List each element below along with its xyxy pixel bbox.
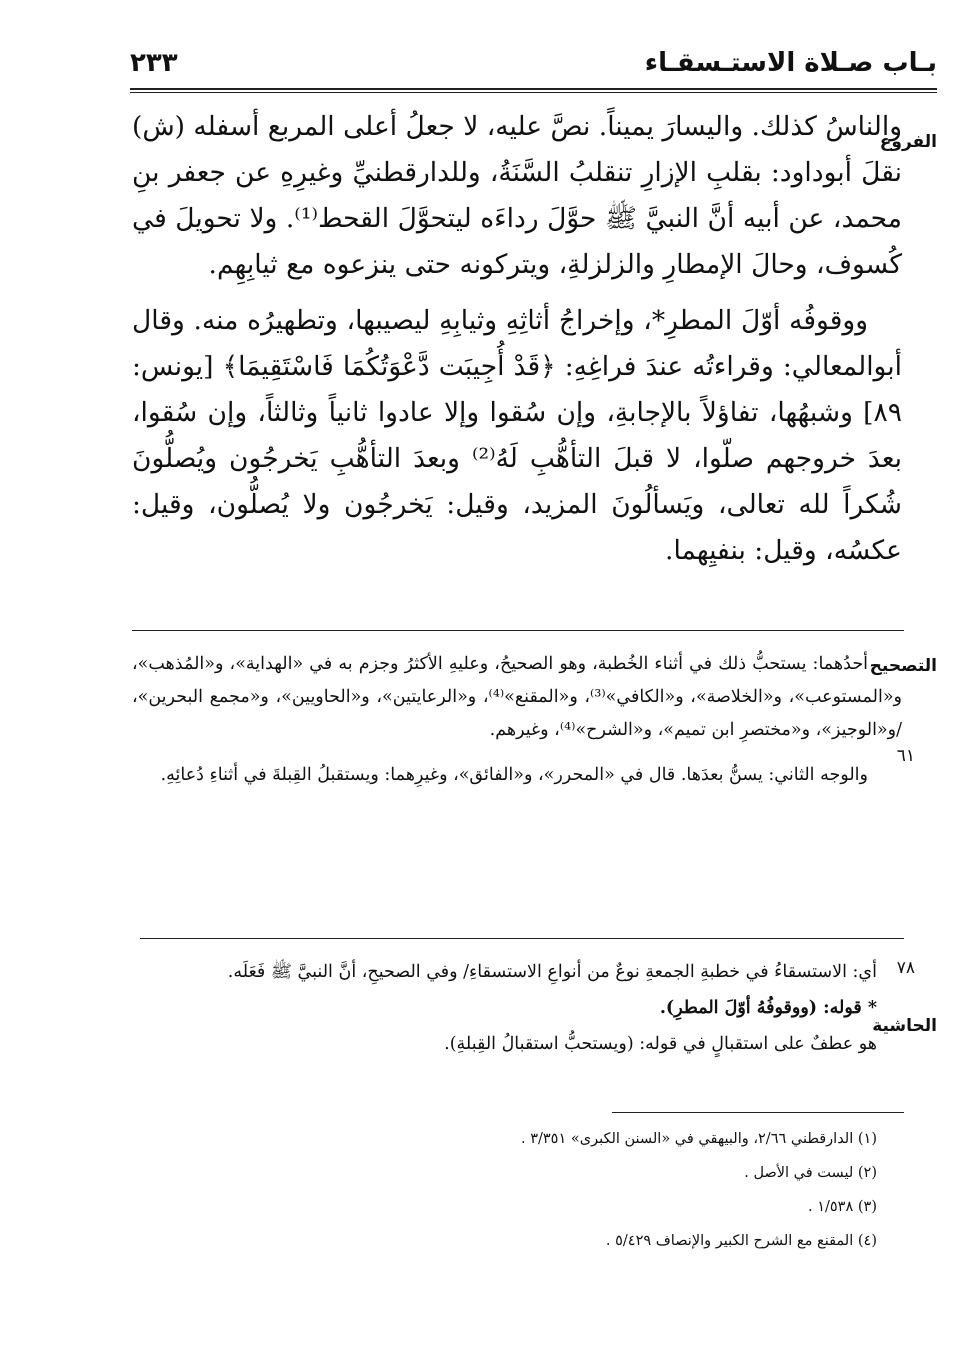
footnote-4: (٤) المقنع مع الشرح الكبير والإنصاف ٥/٤٢٩ . — [605, 1233, 877, 1249]
main-paragraph-2: ووقوفُه أوّلَ المطرِ*، وإخراجُ أثاثِهِ وثيابِهِ ليصيبها، وتطهيرُه منه. وقال أبوالمعالي: وقراءتُه عندَ فراغِهِ: ﴿قَدْ أُجِيبَت دَّعْوَتُكُمَا فَاسْتَقِيمَا﴾ [يونس: ٨٩] وشبهُها، تفاؤلاً بالإجابةِ، وإن سُقوا وإلا عادوا ثانياً وثالثاً، وإن سُقوا، بعدَ خروجهم صلّوا، لا قبلَ التأهُّبِ لَهُ⁽²⁾ وبعدَ التأهُّبِ يَخرجُون ويُصلُّونَ شُكراً لله تعالى، ويَسألُونَ المزيد، وقيل: يَخرجُون ولا يُصلُّون، وقيل: عكسُه، وقيل: بنفيِهما. — [132, 305, 902, 566]
footnote-2: (٢) ليست في الأصل . — [744, 1165, 877, 1181]
page-number: ٢٣٣ — [130, 48, 178, 78]
label-tashih: التصحيح — [869, 656, 937, 676]
main-text — [132, 104, 902, 584]
margin-marker-61: ٦١ — [896, 746, 915, 766]
hashiya-line-3: هو عطفٌ على استقبالٍ في قوله: (ويستحبُّ استقبالُ القِبلةِ). — [444, 1034, 877, 1054]
tashih-paragraph-2: والوجه الثاني: يسنُّ بعدَها. قال في «المحرر»، و«الفائق»، وغيرِهما: ويستقبلُ القِبلةَ في أثناءِ دُعائِهِ. — [160, 765, 868, 785]
margin-marker-78: ٧٨ — [896, 958, 915, 978]
footnote-rule — [612, 1112, 904, 1113]
footnote-3: (٣) ١/٥٣٨ . — [807, 1199, 877, 1215]
label-hashiya: الحاشية — [872, 1016, 937, 1036]
hashiya-text — [132, 954, 877, 1062]
header-rule — [130, 88, 937, 90]
footnote-1: (١) الدارقطني ٢/٦٦، والبيهقي في «السنن الكبرى» ٣/٣٥١ . — [520, 1131, 877, 1147]
hashiya-line-1: أي: الاستسقاءُ في خطبةِ الجمعةِ نوعٌ من أنواعِ الاستسقاءِ/ وفي الصحيحِ، أنَّ النبيَّ ﷺ فَعَلَه. — [227, 962, 877, 982]
hashiya-heading: * قوله: (ووقوفُهُ أوّلَ المطرِ). — [659, 998, 877, 1018]
tashih-text — [132, 648, 902, 804]
section-divider-1 — [132, 630, 904, 631]
chapter-title: بـاب صـلاة الاستـسقـاء — [644, 48, 937, 78]
page-header — [130, 40, 937, 86]
footnotes — [132, 1122, 877, 1258]
label-furu: الفروع — [879, 132, 937, 152]
section-divider-2 — [140, 938, 904, 939]
tashih-paragraph-1: أحدُهما: يستحبُّ ذلك في أثناء الخُطبة، وهو الصحيحُ، وعليهِ الأكثرُ وجزم به في «الهداية»، و«المُذهب»، و«المستوعب»، و«الخلاصة»، و«الكافي»⁽³⁾، و«المقنع»⁽⁴⁾، و«الرعايتين»، و«الحاويين»، و«مجمع البحرين»، /و«الوجيز»، و«مختصرِ ابن تميم»، و«الشرح»⁽⁴⁾، وغيرهم. — [132, 654, 902, 740]
header-rule-thin — [130, 92, 937, 93]
main-paragraph-1: والناسُ كذلك. واليسارَ يميناً. نصَّ عليه، لا جعلُ أعلى المربع أسفله (ش) نقلَ أبوداود: بقلبِ الإزارِ تنقلبُ السَّنَةُ، وللدارقطنيِّ وغيرِهِ عن جعفر بنِ محمد، عن أبيه أنَّ النبيَّ ﷺ حوَّلَ رداءَه ليتحوَّلَ القحط⁽¹⁾. ولا تحويلَ في كُسوف، وحالَ الإمطارِ والزلزلةِ، ويتركونه حتى ينزعوه مع ثيابِهِم. — [131, 111, 902, 280]
